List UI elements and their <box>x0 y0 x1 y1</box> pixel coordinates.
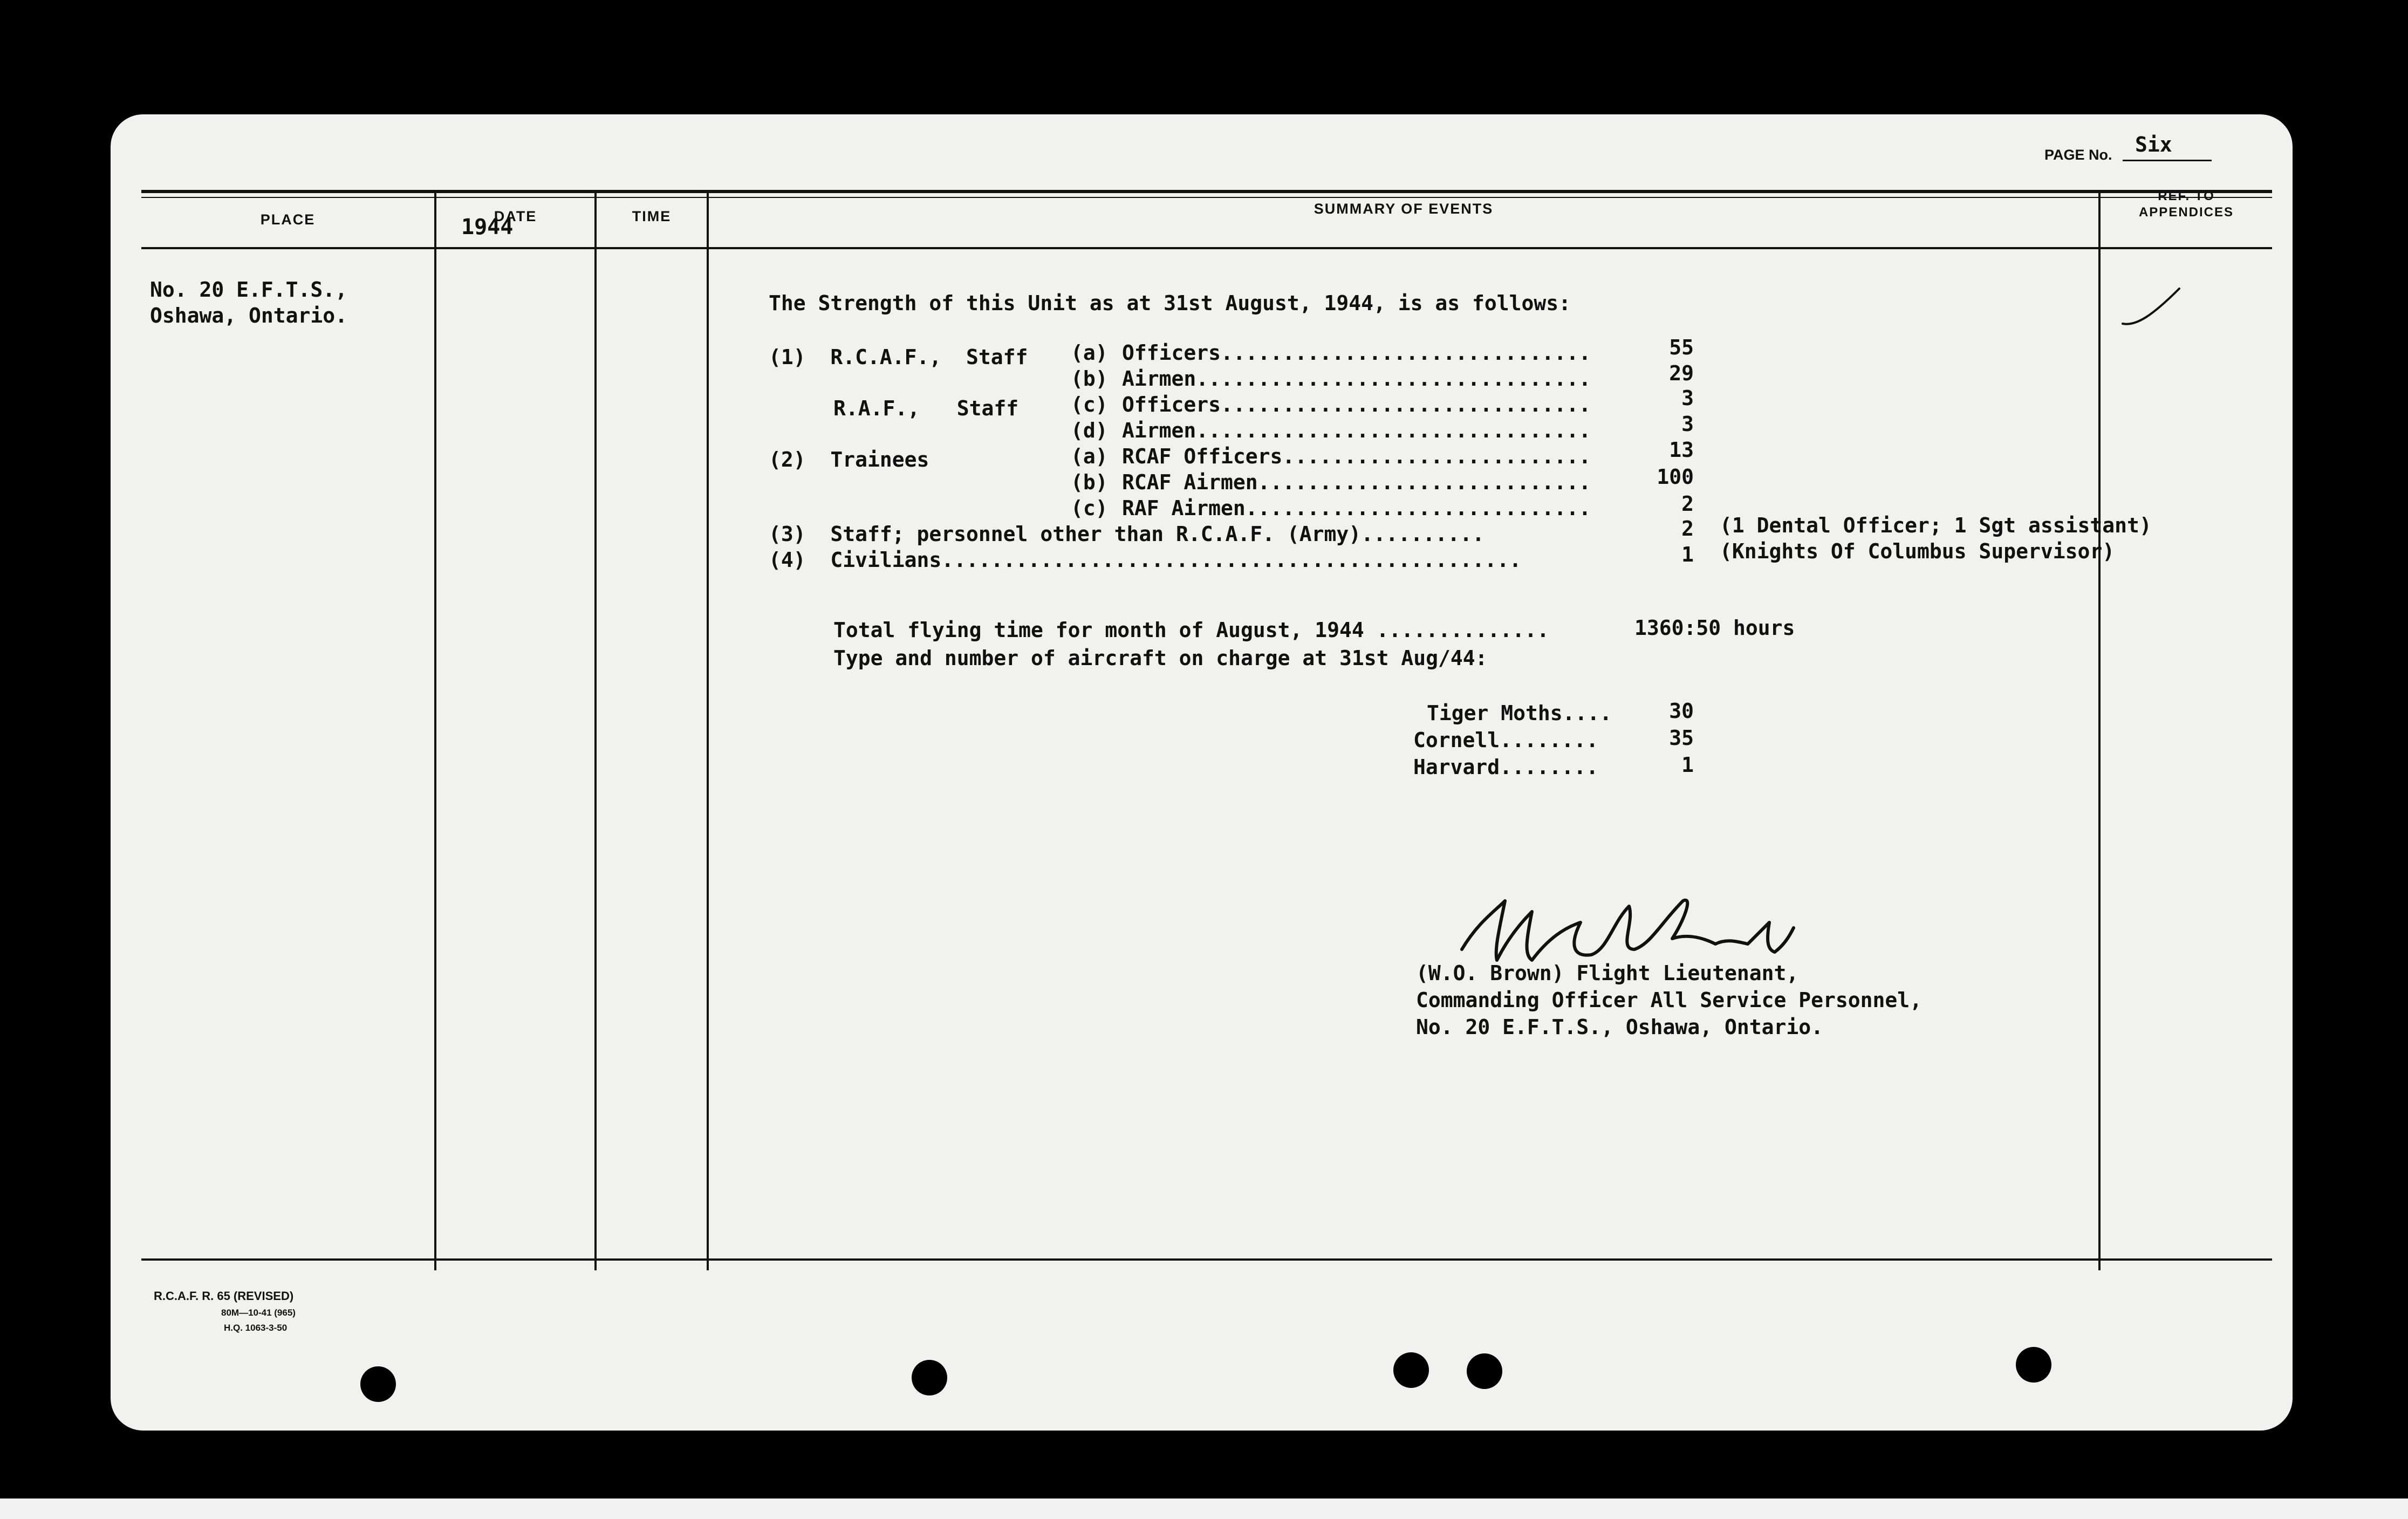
civilians-line: (4) Civilians............................................... <box>769 548 1522 572</box>
aircraft-count: 1 <box>1681 753 1694 777</box>
aircraft-name: Tiger Moths.... <box>1427 701 1612 725</box>
strength-letter: (b) <box>1071 470 1108 494</box>
header-ref-line2: APPENDICES <box>2138 205 2234 220</box>
column-divider-place-date <box>434 193 436 1270</box>
aircraft-count: 30 <box>1669 699 1694 723</box>
flying-time-label: Total flying time for month of August, 1944 .............. <box>833 618 1549 642</box>
column-divider-date-time <box>594 193 597 1270</box>
header-summary: SUMMARY OF EVENTS <box>1314 201 1494 217</box>
bottom-strip <box>0 1499 2408 1519</box>
strength-item: RCAF Airmen........................... <box>1122 470 1591 494</box>
form-id-line-3: H.Q. 1063-3-50 <box>224 1323 288 1333</box>
column-divider-time-summary <box>707 193 709 1270</box>
strength-item: Officers.............................. <box>1122 341 1591 365</box>
header-date: DATE <box>494 208 537 224</box>
civilians-note: (Knights Of Columbus Supervisor) <box>1720 539 2115 563</box>
page-number-label: PAGE No. <box>2044 147 2112 163</box>
column-divider-summary-ref <box>2098 193 2101 1270</box>
date-year: 1944 <box>461 215 514 240</box>
place-line-1: No. 20 E.F.T.S., <box>150 278 348 302</box>
staff-other-value: 2 <box>1681 517 1694 540</box>
raf-staff-label: R.A.F., Staff <box>833 396 1019 420</box>
header-time: TIME <box>632 208 672 224</box>
strength-letter: (c) <box>1071 496 1108 520</box>
strength-value: 3 <box>1681 412 1694 436</box>
strength-value: 29 <box>1669 361 1694 385</box>
header-ref-line1: REF. TO <box>2158 189 2215 203</box>
aircraft-name: Cornell........ <box>1413 728 1599 752</box>
punch-hole <box>360 1366 396 1402</box>
trainees-label: (2) Trainees <box>769 448 929 471</box>
signature-line-3: No. 20 E.F.T.S., Oshawa, Ontario. <box>1416 1015 1823 1039</box>
header-bottom-rule <box>141 247 2272 249</box>
strength-item: Airmen................................ <box>1122 419 1591 442</box>
form-id-line-1: R.C.A.F. R. 65 (REVISED) <box>154 1289 294 1303</box>
strength-letter: (a) <box>1071 444 1108 468</box>
place-line-2: Oshawa, Ontario. <box>150 304 348 327</box>
aircraft-count: 35 <box>1669 726 1694 750</box>
intro-line: The Strength of this Unit as at 31st August, 1944, is as follows: <box>769 291 1571 315</box>
strength-item: Airmen................................ <box>1122 367 1591 391</box>
form-id-line-2: 80M—10-41 (965) <box>221 1308 296 1318</box>
strength-letter: (a) <box>1071 341 1108 365</box>
signature-line-2: Commanding Officer All Service Personnel, <box>1416 988 1922 1012</box>
signature-line-1: (W.O. Brown) Flight Lieutenant, <box>1416 961 1799 985</box>
strength-value: 3 <box>1681 386 1694 410</box>
flying-time-value: 1360:50 hours <box>1634 616 1795 640</box>
punch-hole <box>2016 1347 2051 1383</box>
staff-other-note: (1 Dental Officer; 1 Sgt assistant) <box>1720 514 2152 537</box>
page-number-value: Six <box>2135 133 2172 156</box>
table-top-rule <box>141 190 2272 193</box>
page-number-underline <box>2123 160 2212 161</box>
punch-hole <box>1393 1352 1429 1388</box>
strength-letter: (d) <box>1071 419 1108 442</box>
strength-item: RAF Airmen............................ <box>1122 496 1591 520</box>
table-bottom-rule <box>141 1258 2272 1261</box>
punch-hole <box>912 1360 947 1395</box>
table-top-rule-thin <box>141 197 2272 198</box>
strength-letter: (c) <box>1071 393 1108 416</box>
punch-hole <box>1467 1353 1502 1389</box>
strength-value: 100 <box>1657 465 1694 489</box>
checkmark-icon <box>2120 283 2185 332</box>
strength-value: 55 <box>1669 336 1694 359</box>
aircraft-heading: Type and number of aircraft on charge at 31st Aug/44: <box>833 646 1488 670</box>
strength-item: RCAF Officers......................... <box>1122 444 1591 468</box>
civilians-value: 1 <box>1681 543 1694 566</box>
header-place: PLACE <box>260 211 316 228</box>
staff-other-line: (3) Staff; personnel other than R.C.A.F. (Army).......... <box>769 522 1485 546</box>
aircraft-name: Harvard........ <box>1413 755 1599 779</box>
strength-value: 13 <box>1669 438 1694 462</box>
strength-letter: (b) <box>1071 367 1108 391</box>
strength-value: 2 <box>1681 492 1694 516</box>
rcaf-staff-label: (1) R.C.A.F., Staff <box>769 345 1028 369</box>
strength-item: Officers.............................. <box>1122 393 1591 416</box>
